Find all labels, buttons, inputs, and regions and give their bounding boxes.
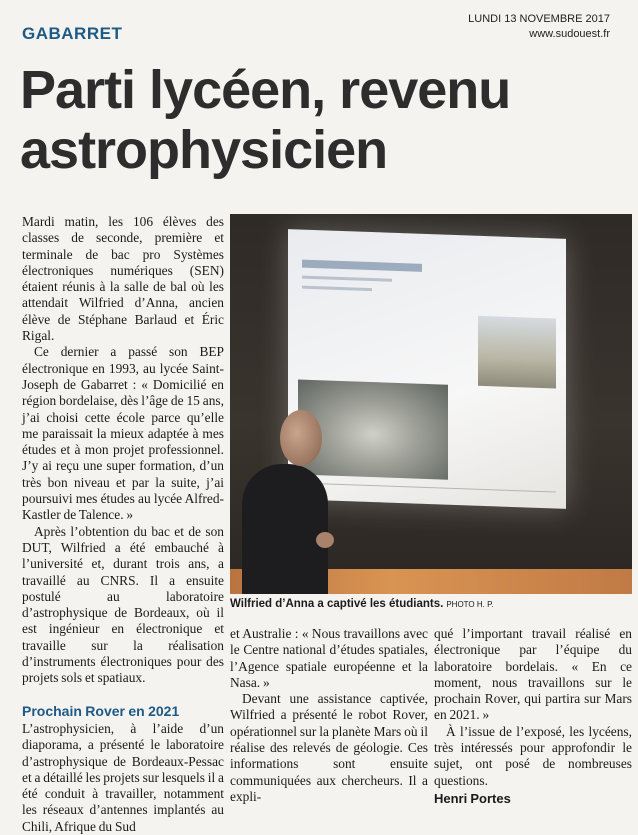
website-link[interactable]: www.sudouest.fr	[529, 28, 610, 40]
paragraph: Ce dernier a passé son BEP électronique en 1993, au lycée Saint-Joseph de Gabarret : « Domicilié en région bordelaise, dès l’âge de 15 ans, j’ai choisi cette école parce qu’elle me paraissait la mieux adaptée à mes études et à mon projet professionnel. J’y ai reçu une super formation, d’un très bon niveau et par la suite, j’ai poursuivi mes études au lycée Alfred-Kastler de Talence. »	[22, 344, 224, 523]
slide-title-bar	[302, 260, 422, 272]
paragraph: Mardi matin, les 106 élèves des classes de seconde, première et terminale de bac pro Systèmes électroniques numériques (SEN) étaient réunis à la salle de bal où les attendait Wilfried d’Anna, ancien élève de Stéphane Barlaud et Éric Rigal.	[22, 214, 224, 344]
article-column-2	[230, 626, 428, 805]
photo-credit: PHOTO H. P.	[446, 600, 494, 609]
presenter-hand	[316, 532, 334, 548]
paragraph: L’astrophysicien, à l’aide d’un diaporama, a présenté le laboratoire d’astrophysique de Bordeaux-Pessac et a détaillé les projets sur lesquels il a été conduit à travailler, notamment les réseaux d’antennes implantés au Chili, Afrique du Sud	[22, 720, 225, 834]
caption-text: Wilfried d’Anna a captivé les étudiants.	[230, 598, 444, 610]
publication-date: LUNDI 13 NOVEMBRE 2017	[468, 13, 610, 25]
paragraph: Devant une assistance captivée, Wilfried a présenté le robot Rover, opérationnel sur la planète Mars où il réalise des relevés de géologie. Ces informations sont ensuite communiquées aux chercheurs. Il a expli-	[230, 691, 428, 804]
article-column-1	[22, 214, 224, 835]
headline: Parti lycéen, revenu astrophysicien	[20, 60, 511, 180]
section-label: GABARRET	[22, 24, 123, 43]
presenter-body	[242, 464, 328, 594]
subheading: Prochain Rover en 2021	[22, 702, 180, 719]
photo-caption	[230, 598, 632, 610]
article-column-3	[434, 626, 632, 807]
slide-image-telescope	[478, 316, 556, 389]
slide-footer	[298, 482, 556, 498]
slide-text-line	[302, 286, 372, 291]
article-photo	[230, 214, 632, 594]
projection-screen	[288, 229, 566, 509]
paragraph: qué l’important travail réalisé en électronique par l’équipe du laboratoire bordelais. « En ce moment, nous travaillons sur le prochain Rover, qui partira sur Mars en 2021. »	[434, 626, 632, 723]
dateline	[468, 12, 610, 42]
author-signature: Henri Portes	[434, 790, 511, 806]
paragraph: Après l’obtention du bac et de son DUT, Wilfried a été embauché à l’université et, durant trois ans, a travaillé au CNRS. Il a ensuite postulé au laboratoire d’astrophysique de Bordeaux, où il est ingénieur en électronique et travaille sur la réalisation d’instruments électroniques pour des projets sols et spatiaux.	[22, 523, 224, 686]
paragraph: et Australie : « Nous travaillons avec le Centre national d’études spatiales, l’Agence spatiale européenne et la Nasa. »	[230, 626, 428, 690]
slide-text-line	[302, 276, 392, 282]
presenter-head	[280, 410, 322, 466]
paragraph: À l’issue de l’exposé, les lycéens, très intéressés pour approfondir le sujet, ont posé de nombreuses questions.	[434, 723, 632, 788]
